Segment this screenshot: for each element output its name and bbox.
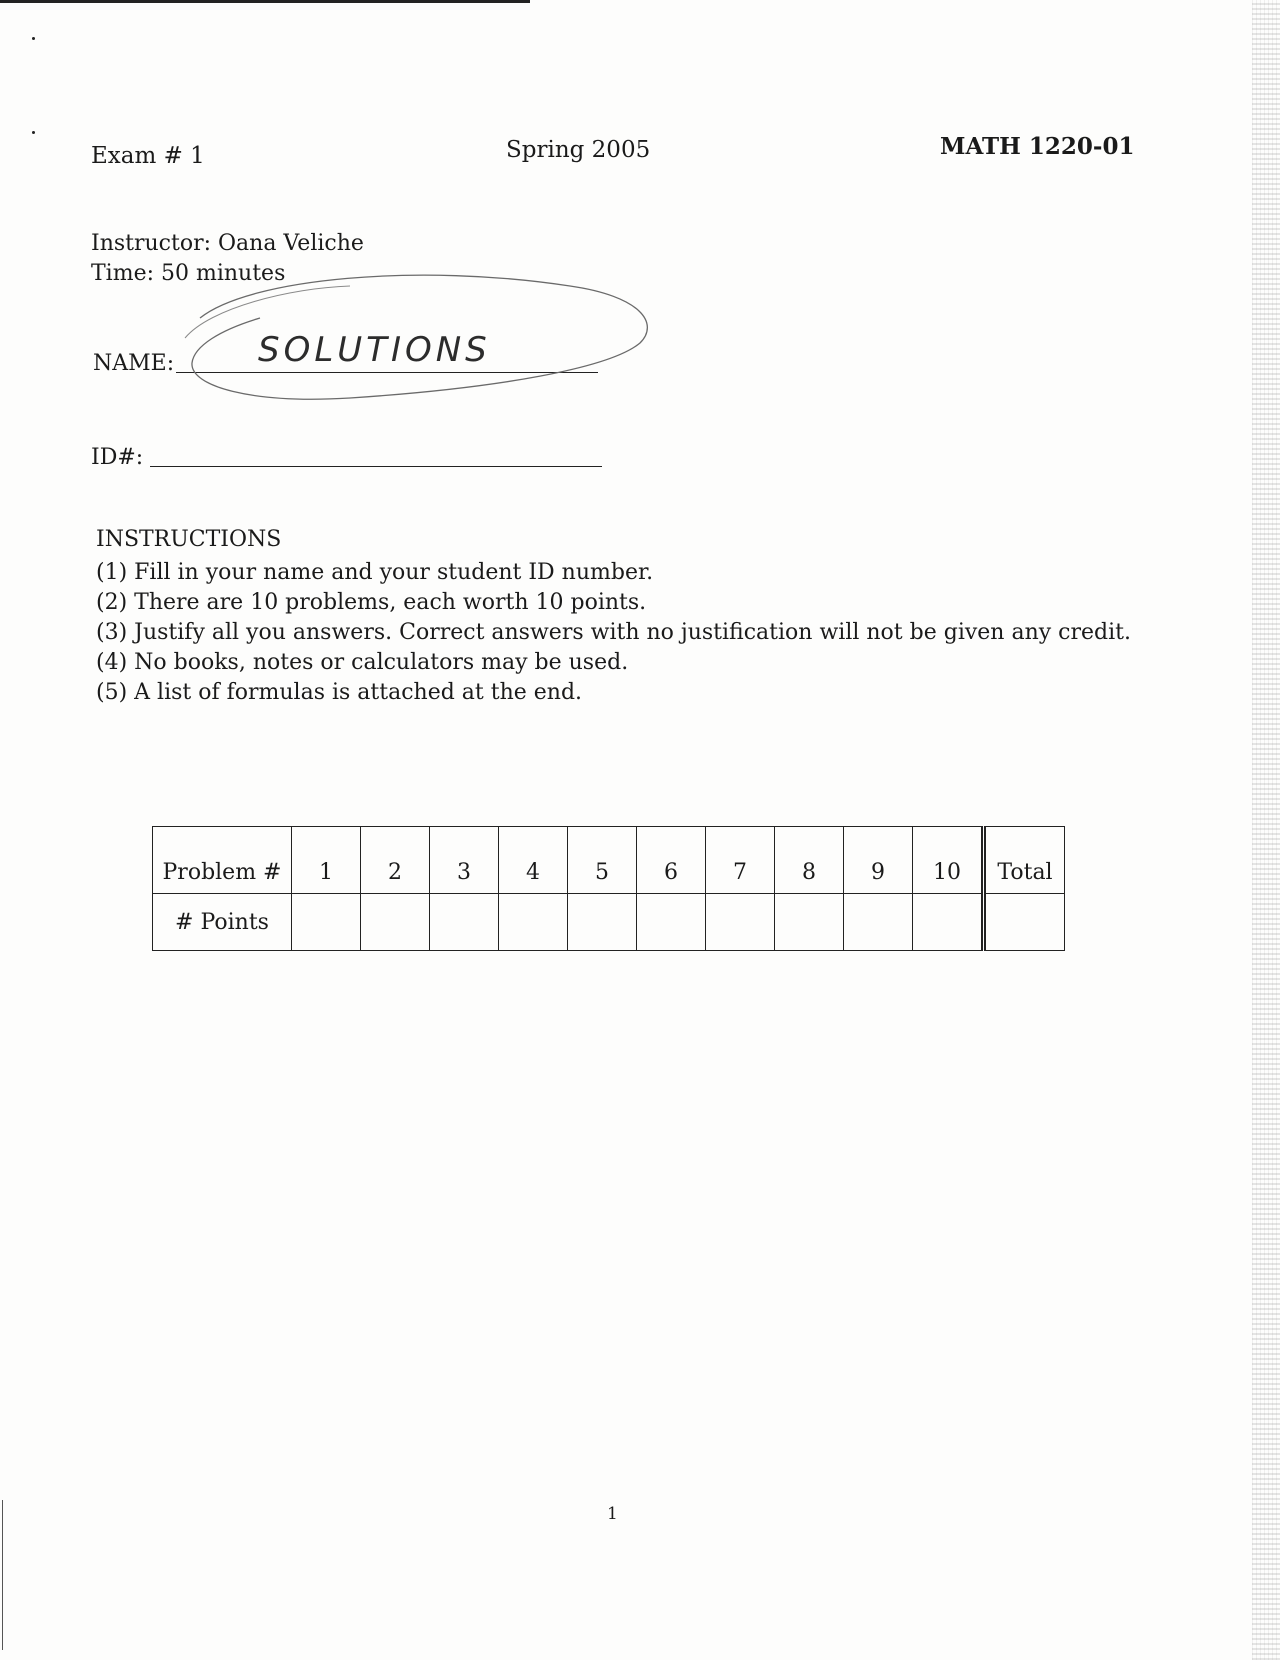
exam-time: Time: 50 minutes	[91, 261, 286, 286]
problem-number: 6	[637, 827, 706, 894]
points-cell[interactable]	[361, 894, 430, 951]
problem-number: 8	[775, 827, 844, 894]
problem-row	[153, 827, 1065, 894]
problem-number: 5	[568, 827, 637, 894]
course-code: MATH 1220-01	[940, 133, 1135, 160]
handwritten-name: SOLUTIONS	[258, 330, 491, 370]
handwritten-oval	[170, 268, 670, 418]
exam-number	[91, 143, 205, 169]
id-field[interactable]	[150, 466, 602, 467]
id-label: ID#:	[91, 445, 144, 470]
problem-number: 2	[361, 827, 430, 894]
instruction-item: (2) There are 10 problems, each worth 10 points.	[96, 590, 647, 615]
points-cell[interactable]	[499, 894, 568, 951]
total-header: Total	[984, 827, 1065, 894]
points-cell[interactable]	[706, 894, 775, 951]
instruction-item: (4) No books, notes or calculators may be used.	[96, 650, 629, 675]
problem-number: 3	[430, 827, 499, 894]
exam-term: Spring 2005	[506, 137, 651, 163]
points-cell[interactable]	[775, 894, 844, 951]
points-row	[153, 894, 1065, 951]
scan-noise-edge	[1252, 0, 1280, 1660]
scan-left-edge	[2, 1500, 3, 1650]
points-cell[interactable]	[844, 894, 913, 951]
problem-number: 7	[706, 827, 775, 894]
points-cell[interactable]	[292, 894, 361, 951]
scan-top-rule	[0, 0, 530, 3]
problem-number: 4	[499, 827, 568, 894]
total-points-cell[interactable]	[984, 894, 1065, 951]
instruction-item: (5) A list of formulas is attached at the end.	[96, 680, 583, 705]
instructions	[96, 525, 1131, 708]
page-number: 1	[607, 1504, 618, 1524]
points-cell[interactable]	[637, 894, 706, 951]
instruction-item: (1) Fill in your name and your student ID number.	[96, 560, 654, 585]
problem-number: 9	[844, 827, 913, 894]
problem-row-label: Problem #	[153, 827, 292, 894]
points-cell[interactable]	[568, 894, 637, 951]
points-cell[interactable]	[430, 894, 499, 951]
instructor-name: Instructor: Oana Veliche	[91, 231, 364, 256]
points-cell[interactable]	[913, 894, 984, 951]
instructions-title: INSTRUCTIONS	[96, 527, 282, 552]
instruction-item: (3) Justify all you answers. Correct answers with no justification will not be given any credit.	[96, 620, 1131, 645]
scan-speck	[32, 131, 35, 134]
name-label: NAME:	[93, 351, 175, 376]
points-row-label: # Points	[153, 894, 292, 951]
scan-speck	[32, 37, 35, 40]
score-table	[152, 826, 1065, 951]
exam-label: Exam # 1	[91, 143, 205, 169]
problem-number: 1	[292, 827, 361, 894]
problem-number: 10	[913, 827, 984, 894]
